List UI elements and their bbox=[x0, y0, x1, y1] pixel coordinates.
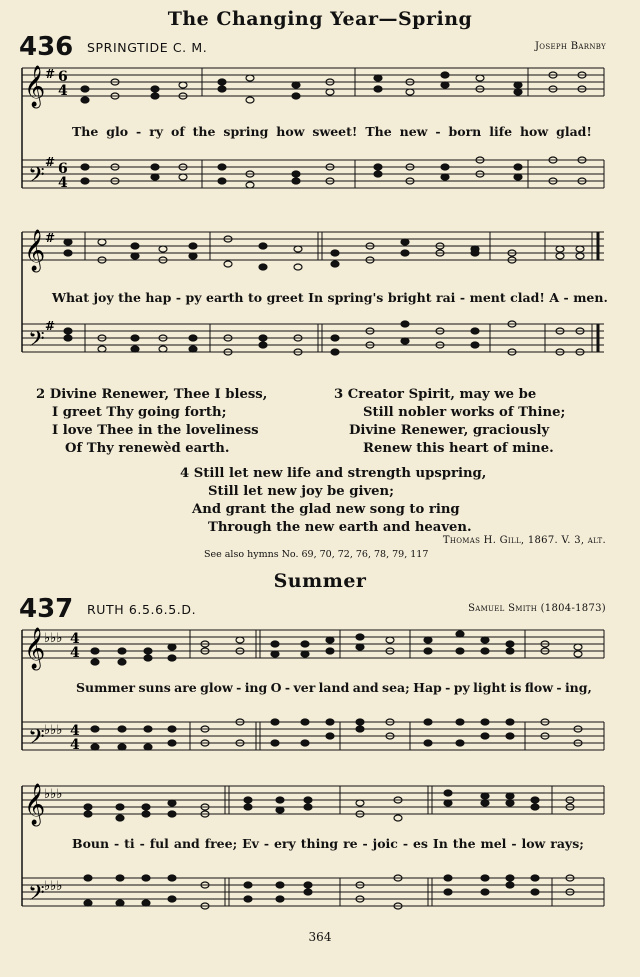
page-number: 364 bbox=[308, 930, 332, 944]
svg-text:#: # bbox=[45, 155, 56, 169]
svg-text:𝄢: 𝄢 bbox=[28, 163, 45, 193]
hymn-436-verse-3: 3 Creator Spirit, may we be Still nobler works of Thine; Divine Renewer, graciously Renew this heart of mine. bbox=[334, 387, 566, 456]
hymn-436-author: Thomas H. Gill, 1867. V. 3, alt. bbox=[442, 535, 606, 546]
svg-text:4: 4 bbox=[70, 631, 80, 647]
hymn-437-title: Summer bbox=[273, 570, 367, 592]
hymn-437-lyrics-line-2: Boun - ti - ful and free; Ev - ery thing re - joic - es In the mel - low rays; bbox=[72, 836, 584, 851]
svg-text:#: # bbox=[45, 319, 56, 333]
svg-text:4: 4 bbox=[58, 175, 68, 191]
svg-text:4: 4 bbox=[70, 723, 80, 739]
svg-text:4: 4 bbox=[70, 737, 80, 753]
svg-text:♭♭♭: ♭♭♭ bbox=[44, 723, 63, 738]
hymn-437-system-2 bbox=[0, 776, 640, 926]
svg-text:♭♭♭: ♭♭♭ bbox=[44, 879, 63, 894]
svg-text:𝄢: 𝄢 bbox=[28, 725, 45, 755]
svg-text:#: # bbox=[45, 231, 56, 245]
hymn-437-composer: Samuel Smith (1804-1873) bbox=[468, 603, 606, 614]
hymn-436-verse-4: 4 Still let new life and strength upspring, Still let new joy be given; And grant the glad new song to ring Through the new earth and heaven. bbox=[180, 466, 487, 535]
svg-text:4: 4 bbox=[58, 83, 68, 99]
svg-text:𝄢: 𝄢 bbox=[28, 327, 45, 357]
svg-text:4: 4 bbox=[70, 645, 80, 661]
hymn-437-system-1 bbox=[0, 620, 640, 770]
hymn-436-title: The Changing Year—Spring bbox=[167, 8, 473, 30]
svg-text:6: 6 bbox=[58, 69, 68, 85]
hymn-436-verse-2: 2 Divine Renewer, Thee I bless, I greet Thy going forth; I love Thee in the loveliness Of Thy renewèd earth. bbox=[36, 387, 268, 456]
hymn-437-lyrics-line-1: Summer suns are glow - ing O - ver land and sea; Hap - py light is flow - ing, bbox=[76, 680, 592, 695]
hymn-436-lyrics-line-2: What joy the hap - py earth to greet In spring's bright rai - ment clad! A - men. bbox=[52, 290, 608, 305]
svg-text:𝄞: 𝄞 bbox=[24, 66, 46, 107]
svg-text:♭♭♭: ♭♭♭ bbox=[44, 787, 63, 802]
hymn-437-tune: RUTH 6.5.6.5.D. bbox=[87, 602, 197, 617]
hymn-436-tune: SPRINGTIDE C. M. bbox=[87, 40, 208, 55]
svg-text:𝄢: 𝄢 bbox=[28, 881, 45, 911]
hymn-436-composer: Joseph Barnby bbox=[535, 41, 606, 52]
hymn-436-lyrics-line-1: The glo - ry of the spring how sweet! The new - born life how glad! bbox=[72, 124, 592, 139]
svg-text:𝄞: 𝄞 bbox=[24, 628, 46, 669]
svg-text:6: 6 bbox=[58, 161, 68, 177]
hymn-436-see-also: See also hymns No. 69, 70, 72, 76, 78, 79, 117 bbox=[204, 549, 429, 560]
svg-text:♭♭♭: ♭♭♭ bbox=[44, 631, 63, 646]
hymn-437-number: 437 bbox=[19, 594, 74, 624]
svg-text:𝄞: 𝄞 bbox=[24, 784, 46, 825]
svg-text:𝄞: 𝄞 bbox=[24, 230, 46, 271]
hymn-436-number: 436 bbox=[19, 32, 74, 62]
svg-text:#: # bbox=[45, 67, 56, 81]
